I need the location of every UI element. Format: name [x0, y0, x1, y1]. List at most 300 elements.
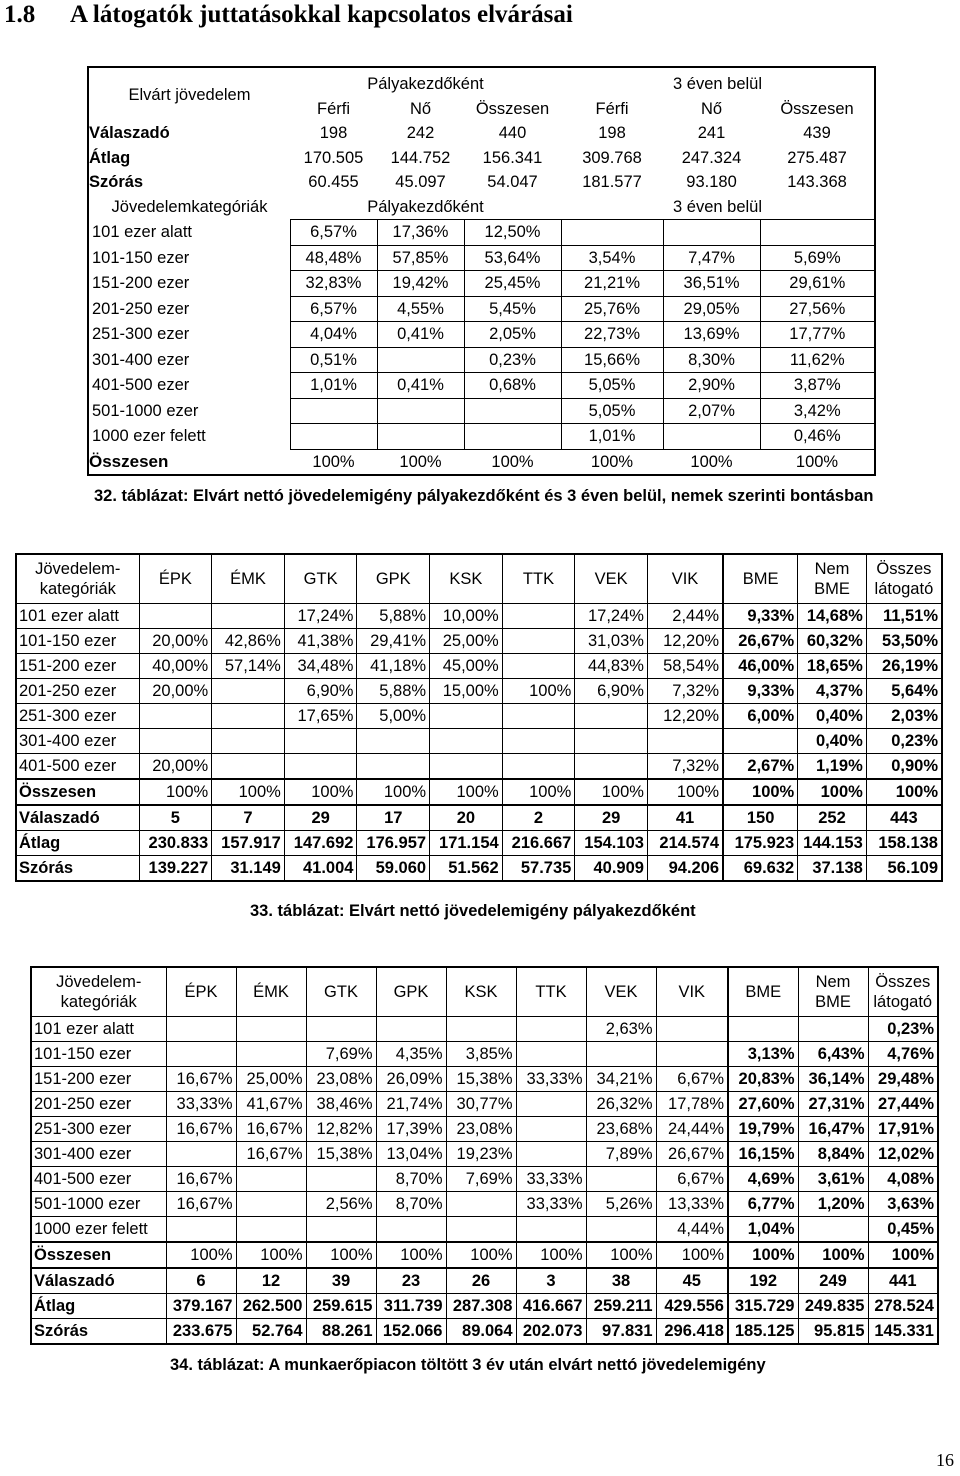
cell: 2,05% — [464, 322, 561, 348]
header-line: Összes — [875, 973, 931, 991]
cell: 6,00% — [723, 704, 798, 729]
col-header-nem-bme — [798, 554, 867, 604]
t33-corner — [16, 554, 139, 604]
cell: 6 — [166, 1268, 236, 1294]
col-header: GPK — [357, 554, 430, 604]
cell: 443 — [866, 805, 942, 831]
cell: 12 — [236, 1268, 306, 1294]
cell: 100% — [798, 779, 867, 805]
cell: 241 — [697, 124, 726, 143]
cell: 5,69% — [760, 245, 875, 271]
cell: 247.324 — [681, 148, 742, 167]
table-row — [31, 1142, 938, 1167]
cell — [446, 1017, 516, 1042]
cell — [575, 704, 648, 729]
cell: 3,13% — [728, 1042, 798, 1067]
cell: 26,32% — [586, 1092, 656, 1117]
col-header: ÉPK — [139, 554, 212, 604]
cell: 25,00% — [430, 629, 503, 654]
cell: 27,56% — [760, 296, 875, 322]
t34-header — [31, 967, 938, 1017]
t33-header — [16, 554, 942, 604]
cell: 39 — [306, 1268, 376, 1294]
cell: 6,67% — [656, 1167, 728, 1192]
cell: 156.341 — [482, 148, 543, 167]
table-row — [31, 1067, 938, 1092]
cell: 2,90% — [663, 373, 760, 399]
table-row — [31, 1117, 938, 1142]
table-row — [16, 604, 942, 629]
table-row — [16, 654, 942, 679]
cell: 29,05% — [663, 296, 760, 322]
cell: 309.768 — [582, 148, 642, 167]
cell — [502, 754, 575, 780]
cell: 7,89% — [586, 1142, 656, 1167]
cell: 100% — [430, 779, 503, 805]
cell: 100% — [575, 779, 648, 805]
cell: 100% — [590, 452, 634, 471]
cell: 100% — [376, 1242, 446, 1268]
cell: 216.667 — [502, 831, 575, 856]
cell: 100% — [212, 779, 285, 805]
cell: 23,08% — [306, 1067, 376, 1092]
total-row — [31, 1242, 938, 1268]
cell: 19,79% — [728, 1117, 798, 1142]
cell: 198 — [598, 124, 626, 143]
t32-category-row — [88, 373, 875, 399]
cell: 0,23% — [866, 729, 942, 754]
category-header-label: Jövedelemkategóriák — [111, 198, 268, 216]
cell: 18,65% — [798, 654, 867, 679]
cell: 17 — [357, 805, 430, 831]
row-label: 151-200 ezer — [92, 274, 190, 293]
cell: 17,65% — [284, 704, 357, 729]
cell: 22,73% — [561, 322, 663, 348]
cell: 2 — [502, 805, 575, 831]
cell — [139, 729, 212, 754]
cell: 36,51% — [663, 271, 760, 297]
cell — [212, 604, 285, 629]
cell: 8,70% — [376, 1192, 446, 1217]
cell — [430, 754, 503, 780]
cell: 25,00% — [236, 1067, 306, 1092]
caption-32: 32. táblázat: Elvárt nettó jövedelemigény pályakezdőként és 3 éven belül, nemek szerinti bontásban — [94, 487, 874, 505]
cell: 170.505 — [303, 148, 364, 167]
cell: 48,48% — [290, 245, 377, 271]
stat-row — [16, 805, 942, 831]
cell: 56.109 — [866, 856, 942, 882]
cell — [502, 604, 575, 629]
cell: 429.556 — [656, 1294, 728, 1319]
header-line: Összes — [876, 560, 932, 578]
caption-34: 34. táblázat: A munkaerőpiacon töltött 3 év után elvárt nettó jövedelemigény — [170, 1356, 766, 1374]
col-header: TTK — [502, 554, 575, 604]
stat-row — [16, 831, 942, 856]
cell: 29,41% — [357, 629, 430, 654]
col-header: ÉMK — [236, 967, 306, 1017]
row-label: 201-250 ezer — [92, 299, 190, 318]
cell — [236, 1167, 306, 1192]
cell: 175.923 — [723, 831, 798, 856]
t32-group-palyakezdo: Pályakezdőként — [367, 75, 484, 94]
col-header: KSK — [446, 967, 516, 1017]
cell: 41,67% — [236, 1092, 306, 1117]
t32-group-3even: 3 éven belül — [673, 75, 763, 94]
cell: 100% — [656, 1242, 728, 1268]
cell: 4,37% — [798, 679, 867, 704]
col-header: GTK — [284, 554, 357, 604]
cell: 5,45% — [464, 296, 561, 322]
cell: 15,00% — [430, 679, 503, 704]
cell: 5,05% — [561, 398, 663, 424]
cell: 2,07% — [663, 398, 760, 424]
cell — [516, 1117, 586, 1142]
cell: 20,00% — [139, 629, 212, 654]
stat-row — [16, 856, 942, 882]
stat-row — [31, 1294, 938, 1319]
cell: 242 — [406, 124, 435, 143]
table-row — [16, 629, 942, 654]
table-row — [16, 704, 942, 729]
cell: 7,32% — [647, 679, 723, 704]
row-label: 251-300 ezer — [31, 1117, 166, 1142]
cell: 311.739 — [376, 1294, 446, 1319]
row-label: Átlag — [31, 1294, 166, 1319]
cell: 4,35% — [376, 1042, 446, 1067]
cell: 20,00% — [139, 679, 212, 704]
row-label: Válaszadó — [16, 805, 139, 831]
cell — [212, 679, 285, 704]
cell: 51.562 — [430, 856, 503, 882]
cell: 214.574 — [647, 831, 723, 856]
col-header: ÉMK — [212, 554, 285, 604]
cell: 12,02% — [868, 1142, 938, 1167]
cell: 152.066 — [376, 1319, 446, 1345]
cell — [430, 704, 503, 729]
cell: 40,00% — [139, 654, 212, 679]
cell: 6,57% — [290, 296, 377, 322]
cell: 144.752 — [390, 148, 451, 167]
cell: 5 — [139, 805, 212, 831]
cell: 100% — [236, 1242, 306, 1268]
cell — [139, 604, 212, 629]
cell — [656, 1042, 728, 1067]
cell — [139, 704, 212, 729]
cell: 46,00% — [723, 654, 798, 679]
cell: 6,57% — [290, 220, 377, 246]
cell — [377, 424, 464, 450]
cell: 2,44% — [647, 604, 723, 629]
cell — [656, 1017, 728, 1042]
cell: 8,70% — [376, 1167, 446, 1192]
cell — [284, 729, 357, 754]
cell: 23,08% — [446, 1117, 516, 1142]
stat-row — [31, 1268, 938, 1294]
cell — [798, 1217, 868, 1243]
cell: 157.917 — [212, 831, 285, 856]
cell: 100% — [516, 1242, 586, 1268]
cell — [575, 729, 648, 754]
cell: 45 — [656, 1268, 728, 1294]
cell — [502, 629, 575, 654]
cell — [723, 729, 798, 754]
t32-stat-row — [88, 146, 875, 171]
cell: 4,04% — [290, 322, 377, 348]
header-line: látogató — [874, 580, 934, 598]
cell: 29 — [284, 805, 357, 831]
cell: 6,67% — [656, 1067, 728, 1092]
cell: 100% — [446, 1242, 516, 1268]
cell: 26,67% — [723, 629, 798, 654]
cell — [166, 1017, 236, 1042]
row-label: 201-250 ezer — [31, 1092, 166, 1117]
cell — [502, 704, 575, 729]
t32-category-row — [88, 296, 875, 322]
col-header: GTK — [306, 967, 376, 1017]
cell — [376, 1217, 446, 1243]
cell: 100% — [690, 452, 733, 471]
cell: 259.211 — [586, 1294, 656, 1319]
cell: 13,04% — [376, 1142, 446, 1167]
table-row — [16, 729, 942, 754]
cell: 27,60% — [728, 1092, 798, 1117]
cell: 0,41% — [377, 322, 464, 348]
cell: 15,66% — [561, 347, 663, 373]
cell: 2,03% — [866, 704, 942, 729]
cell: 100% — [357, 779, 430, 805]
t32-stat-row — [88, 170, 875, 195]
col-header: GPK — [376, 967, 446, 1017]
cell: 6,43% — [798, 1042, 868, 1067]
cell: 147.692 — [284, 831, 357, 856]
cell: 0,23% — [464, 347, 561, 373]
cell: 9,33% — [723, 604, 798, 629]
cell: 4,55% — [377, 296, 464, 322]
cell: 4,08% — [868, 1167, 938, 1192]
cell: 171.154 — [430, 831, 503, 856]
t32-category-row — [88, 220, 875, 246]
cell: 0,23% — [868, 1017, 938, 1042]
cell — [516, 1017, 586, 1042]
table-33 — [15, 553, 943, 882]
cell: 93.180 — [686, 173, 737, 192]
cell: 440 — [498, 124, 527, 143]
cell: 20,83% — [728, 1067, 798, 1092]
cell: 13,69% — [663, 322, 760, 348]
cell — [306, 1167, 376, 1192]
t32-corner: Elvárt jövedelem — [128, 85, 251, 104]
col-header: KSK — [430, 554, 503, 604]
cell — [728, 1017, 798, 1042]
section-number: 1.8 — [4, 1, 36, 28]
cell: 1,19% — [798, 754, 867, 780]
cell — [377, 398, 464, 424]
cell: 100% — [798, 1242, 868, 1268]
cell: 34,21% — [586, 1067, 656, 1092]
cell — [464, 398, 561, 424]
cell: 33,33% — [516, 1167, 586, 1192]
cell: 7,69% — [306, 1042, 376, 1067]
cell: 379.167 — [166, 1294, 236, 1319]
table-row — [31, 1192, 938, 1217]
cell — [647, 729, 723, 754]
row-label: 151-200 ezer — [16, 654, 139, 679]
table-32 — [87, 66, 876, 476]
cell: 259.615 — [306, 1294, 376, 1319]
cell — [306, 1217, 376, 1243]
cell: 416.667 — [516, 1294, 586, 1319]
cell: 230.833 — [139, 831, 212, 856]
cell: 150 — [723, 805, 798, 831]
cell: 2,56% — [306, 1192, 376, 1217]
corner-line: kategóriák — [60, 993, 137, 1011]
table-row — [31, 1017, 938, 1042]
cell: 16,15% — [728, 1142, 798, 1167]
cell: 144.153 — [798, 831, 867, 856]
table-row — [31, 1167, 938, 1192]
cell: 100% — [502, 779, 575, 805]
cell: 29,61% — [760, 271, 875, 297]
cell: 17,91% — [868, 1117, 938, 1142]
cell: 27,44% — [868, 1092, 938, 1117]
cell: 52.764 — [236, 1319, 306, 1345]
cell: 100% — [166, 1242, 236, 1268]
corner-line: Jövedelem- — [35, 560, 121, 578]
cell: 42,86% — [212, 629, 285, 654]
cell: 19,42% — [377, 271, 464, 297]
cell: 252 — [798, 805, 867, 831]
cell — [586, 1042, 656, 1067]
t32-category-row — [88, 424, 875, 450]
cell — [236, 1042, 306, 1067]
cell: 5,88% — [357, 604, 430, 629]
cell: 44,83% — [575, 654, 648, 679]
cell: 7 — [212, 805, 285, 831]
row-label: 301-400 ezer — [92, 350, 190, 369]
cell: 20,00% — [139, 754, 212, 780]
cell: 59.060 — [357, 856, 430, 882]
cell: 16,47% — [798, 1117, 868, 1142]
cell: 19,23% — [446, 1142, 516, 1167]
col-header: Összesen — [780, 99, 854, 118]
col-header: Nő — [700, 99, 723, 118]
cell: 20 — [430, 805, 503, 831]
cell: 5,05% — [561, 373, 663, 399]
cell: 0,68% — [464, 373, 561, 399]
cell: 16,67% — [236, 1117, 306, 1142]
cell: 23 — [376, 1268, 446, 1294]
cell: 202.073 — [516, 1319, 586, 1345]
cell: 5,64% — [866, 679, 942, 704]
cell: 53,50% — [866, 629, 942, 654]
cell: 26,09% — [376, 1067, 446, 1092]
header-line: BME — [814, 580, 850, 598]
cell: 57,85% — [377, 245, 464, 271]
row-label: 101-150 ezer — [16, 629, 139, 654]
cell: 198 — [319, 124, 348, 143]
cell: 100% — [795, 452, 839, 471]
cell: 3,63% — [868, 1192, 938, 1217]
cell: 89.064 — [446, 1319, 516, 1345]
cell — [586, 1167, 656, 1192]
col-header: Nő — [409, 99, 432, 118]
cell — [516, 1217, 586, 1243]
cell — [561, 220, 663, 246]
col-header: VIK — [656, 967, 728, 1017]
row-label: 201-250 ezer — [16, 679, 139, 704]
section-heading — [4, 2, 573, 28]
cell: 40.909 — [575, 856, 648, 882]
cell: 15,38% — [446, 1067, 516, 1092]
cell: 38 — [586, 1268, 656, 1294]
cell — [357, 754, 430, 780]
cell: 100% — [502, 679, 575, 704]
cell: 233.675 — [166, 1319, 236, 1345]
table-row — [31, 1092, 938, 1117]
cell: 1,01% — [290, 373, 377, 399]
cell: 3 — [516, 1268, 586, 1294]
cell: 21,74% — [376, 1092, 446, 1117]
category-header-group1: Pályakezdőként — [367, 197, 484, 216]
cell: 3,87% — [760, 373, 875, 399]
cell — [376, 1017, 446, 1042]
cell: 185.125 — [728, 1319, 798, 1345]
cell: 13,33% — [656, 1192, 728, 1217]
cell — [290, 398, 377, 424]
section-title: A látogatók juttatásokkal kapcsolatos elvárásai — [70, 1, 573, 28]
col-header-osszes — [868, 967, 938, 1017]
cell: 17,77% — [760, 322, 875, 348]
cell: 45,00% — [430, 654, 503, 679]
cell — [464, 424, 561, 450]
cell: 439 — [803, 124, 831, 143]
cell: 0,45% — [868, 1217, 938, 1243]
cell: 16,67% — [166, 1192, 236, 1217]
cell — [575, 754, 648, 780]
category-header-group2: 3 éven belül — [673, 197, 763, 216]
cell: 45.097 — [395, 173, 446, 192]
header-line: Nem — [815, 973, 851, 991]
cell: 10,00% — [430, 604, 503, 629]
col-header: VIK — [647, 554, 723, 604]
cell: 4,44% — [656, 1217, 728, 1243]
t32-category-row — [88, 322, 875, 348]
cell: 57.735 — [502, 856, 575, 882]
cell: 60.455 — [308, 173, 359, 192]
cell — [798, 1017, 868, 1042]
cell: 41,38% — [284, 629, 357, 654]
cell: 0,40% — [798, 729, 867, 754]
cell: 24,44% — [656, 1117, 728, 1142]
row-label: 401-500 ezer — [92, 376, 190, 395]
cell: 176.957 — [357, 831, 430, 856]
cell — [516, 1142, 586, 1167]
cell: 441 — [868, 1268, 938, 1294]
row-label: 101-150 ezer — [92, 248, 190, 267]
table-row — [16, 679, 942, 704]
row-label: 101 ezer alatt — [16, 604, 139, 629]
col-header: Férfi — [595, 99, 629, 118]
col-header: Férfi — [317, 99, 350, 118]
stat-row — [31, 1319, 938, 1345]
cell: 143.368 — [787, 173, 847, 192]
cell: 26,67% — [656, 1142, 728, 1167]
t32-category-row — [88, 398, 875, 424]
cell: 6,77% — [728, 1192, 798, 1217]
cell: 0,90% — [866, 754, 942, 780]
row-label: 151-200 ezer — [31, 1067, 166, 1092]
cell: 12,20% — [647, 704, 723, 729]
